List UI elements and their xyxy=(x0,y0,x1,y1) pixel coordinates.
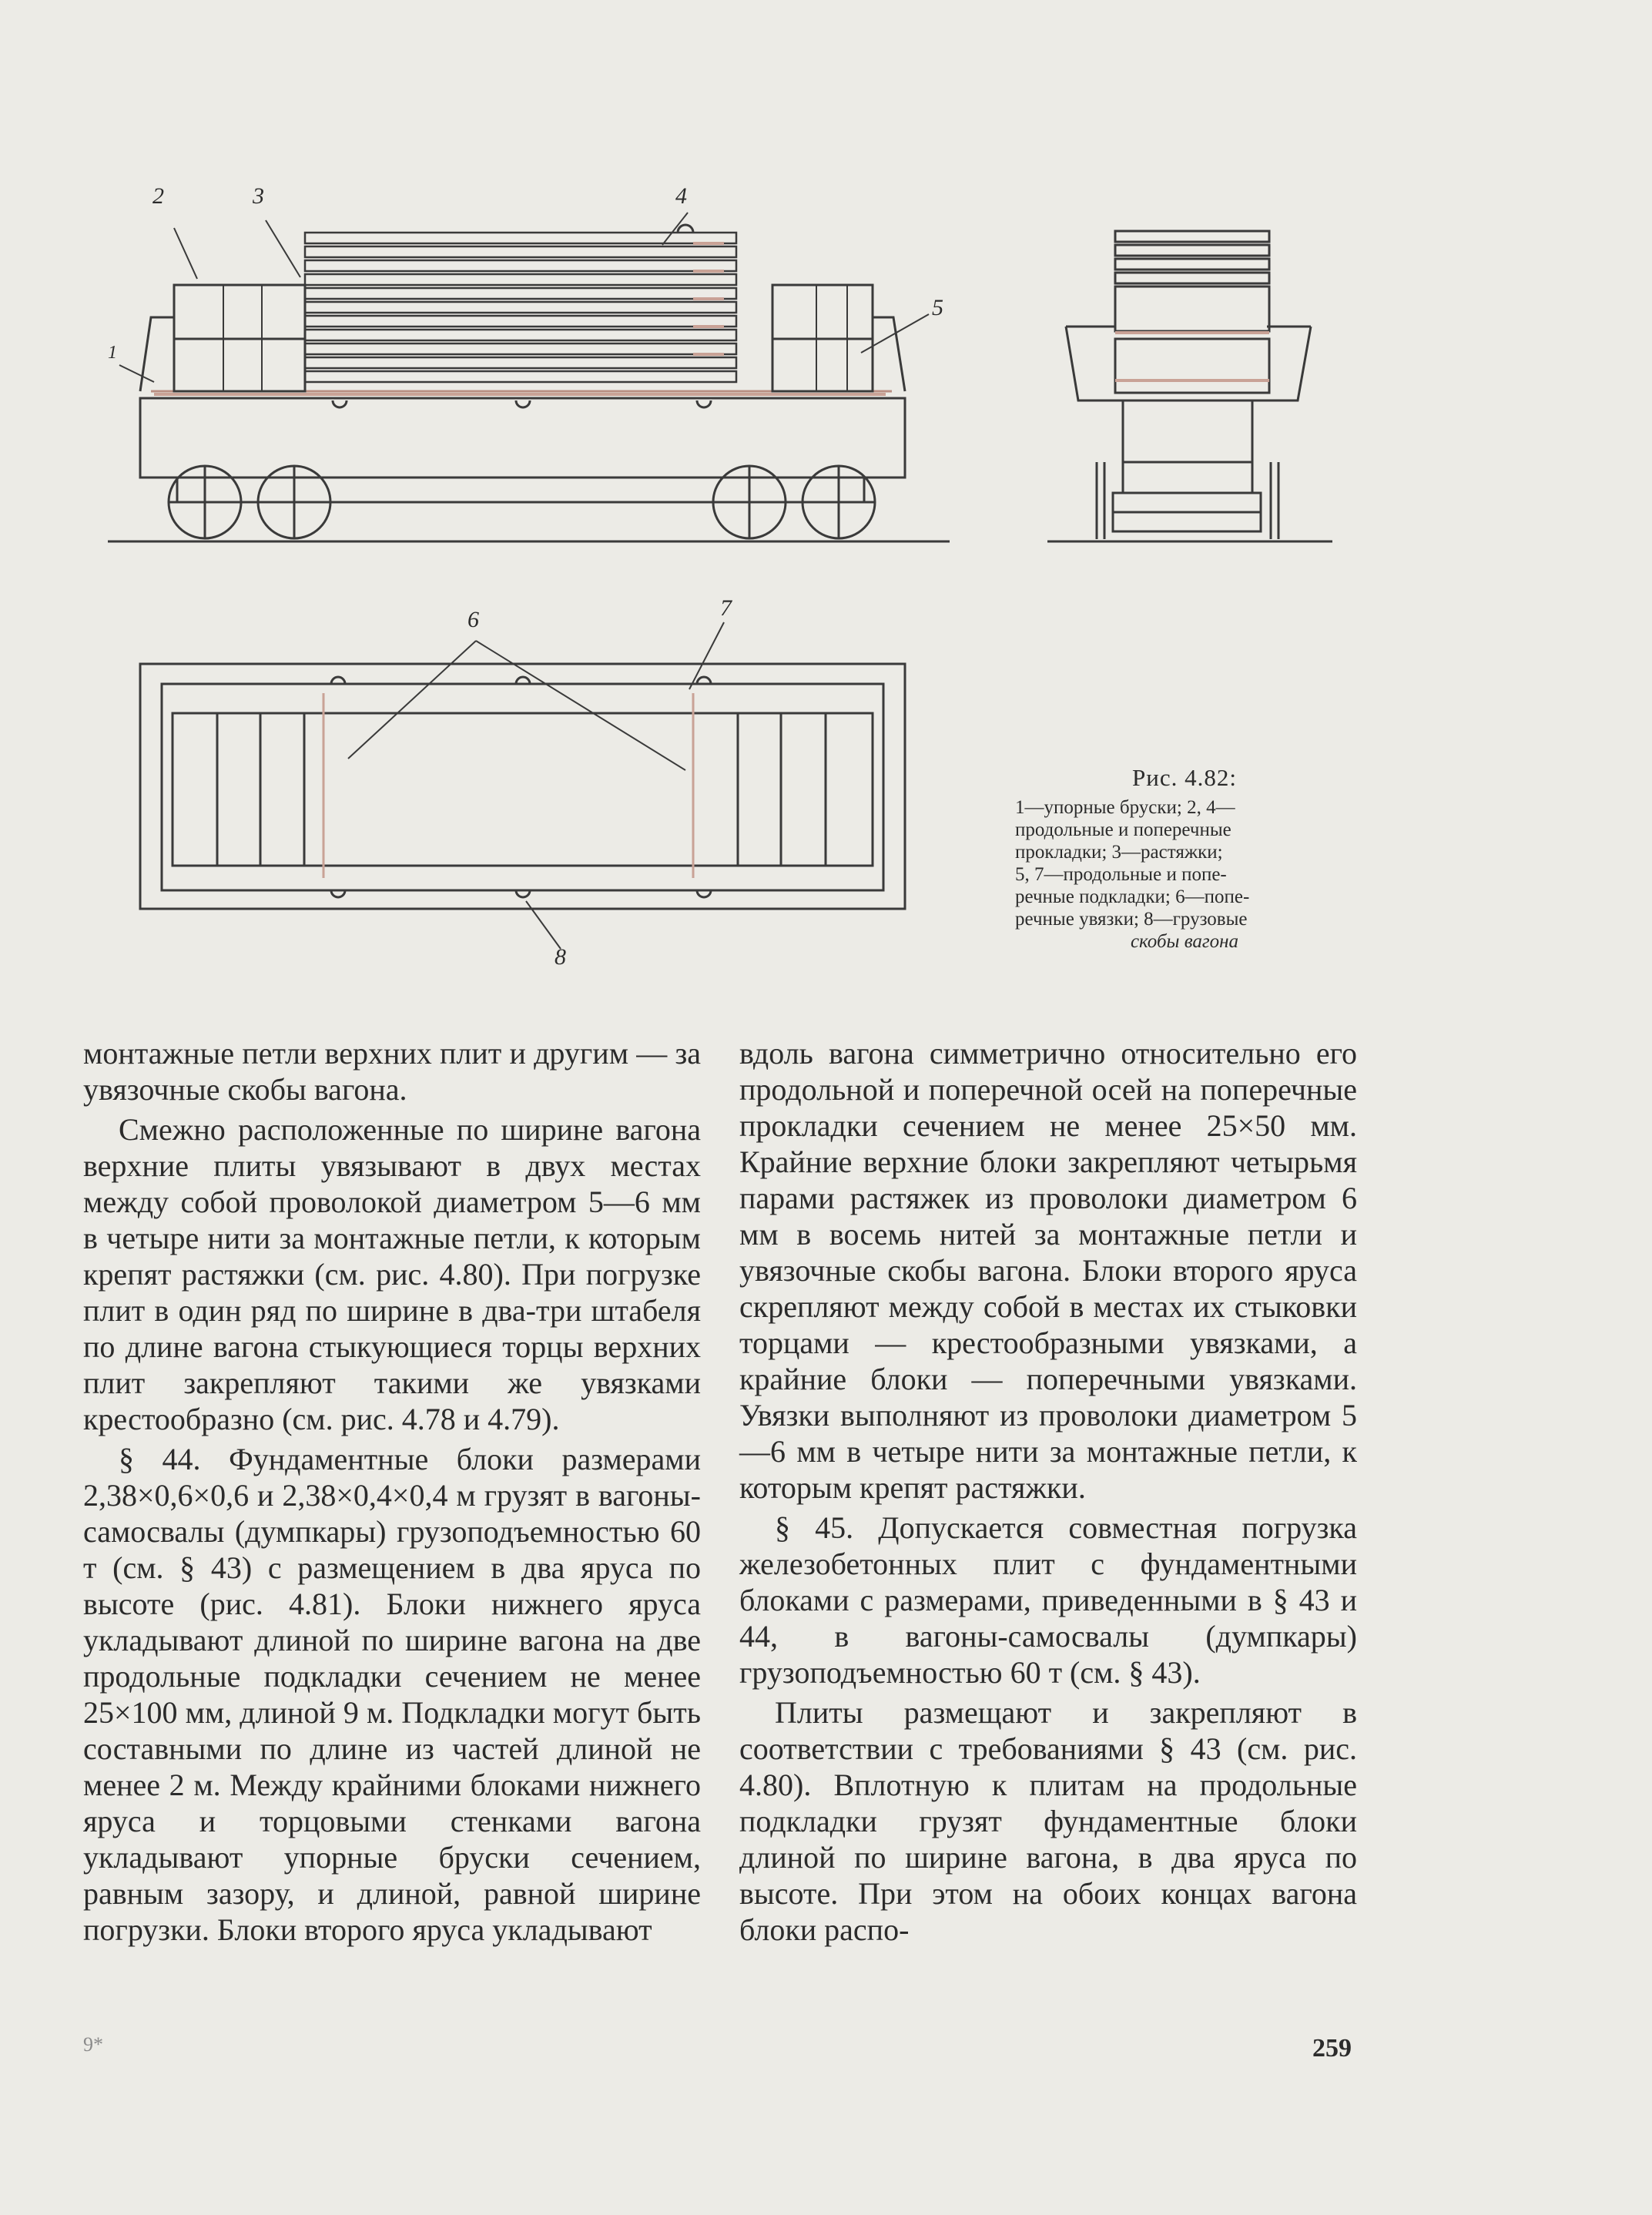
callout-1: 1 xyxy=(108,343,117,363)
callout-8: 8 xyxy=(555,944,566,970)
callout-2: 2 xyxy=(152,183,164,209)
caption-line: скобы вагона xyxy=(1130,931,1239,952)
left-text-column xyxy=(83,1035,701,1952)
paragraph: Плиты размещают и закрепляют в соответствии с требованиями § 43 (см. рис. 4.80). Вплотную к плитам на продольные подкладки грузят фундаментные блоки длиной по ширине вагона, в два яруса по высоте. При этом на обоих концах вагона блоки распо- xyxy=(739,1695,1357,1947)
paragraph: вдоль вагона симметрично относительно его продольной и поперечной осей на поперечные прокладки сечением не менее 25×50 мм. Крайние верхние блоки закрепляют четырьмя парами растяжек из проволоки диаметром 6 мм в восемь нитей за монтажные петли и увязочные скобы вагона. Блоки второго яруса скрепляют между собой в местах их стыковки торцами — крестообразными увязками, а крайние блоки — поперечными увязками. Увязки выполняют из проволоки диаметром 5—6 мм в четыре нити за монтажные петли, к которым крепят растяжки. xyxy=(739,1036,1357,1505)
callout-6: 6 xyxy=(467,607,479,632)
callout-7: 7 xyxy=(720,595,732,621)
caption-line: речные подкладки; 6—попе- xyxy=(1015,886,1250,907)
caption-line: прокладки; 3—растяжки; xyxy=(1015,842,1223,863)
signature-mark: 9* xyxy=(83,2033,103,2056)
paragraph: Смежно расположенные по ширине вагона верхние плиты увязывают в двух местах между собой проволокой диаметром 5—6 мм в четыре нити за монтажные петли, к которым крепят растяжки (см. рис. 4.80). При погрузке плит в один ряд по ширине в два-три штабеля по длине вагона стыкующиеся торцы верхних плит закрепляют такими же увязками крестообразно (см. рис. 4.78 и 4.79). xyxy=(83,1112,701,1436)
paragraph: § 44. Фундаментные блоки размерами 2,38×0,6×0,6 и 2,38×0,4×0,4 м грузят в вагоны-самосвалы (думпкары) грузоподъемностью 60 т (см. § 43) с размещением в два яруса по высоте (рис. 4.81). Блоки нижнего яруса укладывают длиной по ширине вагона на две продольные подкладки сечением не менее 25×100 мм, длиной 9 м. Подкладки могут быть составными по длине из частей длиной не менее 2 м. Между крайними блоками нижнего яруса и торцовыми стенками вагона укладывают упорные бруски сечением, равным зазору, и длиной, равной ширине погрузки. Блоки второго яруса укладывают xyxy=(83,1442,701,1947)
callout-4: 4 xyxy=(675,183,687,209)
caption-line: 5, 7—продольные и попе- xyxy=(1015,864,1227,885)
caption-line: продольные и поперечные xyxy=(1015,819,1231,840)
right-text-column xyxy=(739,1035,1357,1952)
paragraph: § 45. Допускается совместная погрузка железобетонных плит с фундаментными блоками с размерами, приведенными в § 43 и 44, в вагоны-самосвалы (думпкары) грузоподъемностью 60 т (см. § 43). xyxy=(739,1510,1357,1690)
caption-line: 1—упорные бруски; 2, 4— xyxy=(1015,797,1235,818)
callout-5: 5 xyxy=(932,295,943,320)
caption-line: речные увязки; 8—грузовые xyxy=(1015,909,1248,930)
caption-title: Рис. 4.82: xyxy=(1132,764,1237,791)
page-number: 259 xyxy=(1312,2034,1352,2063)
wagon-plan-view xyxy=(0,0,1652,1001)
paragraph: монтажные петли верхних плит и другим — за увязочные скобы вагона. xyxy=(83,1036,701,1107)
callout-3: 3 xyxy=(253,183,264,209)
figure-caption xyxy=(1015,766,1354,953)
